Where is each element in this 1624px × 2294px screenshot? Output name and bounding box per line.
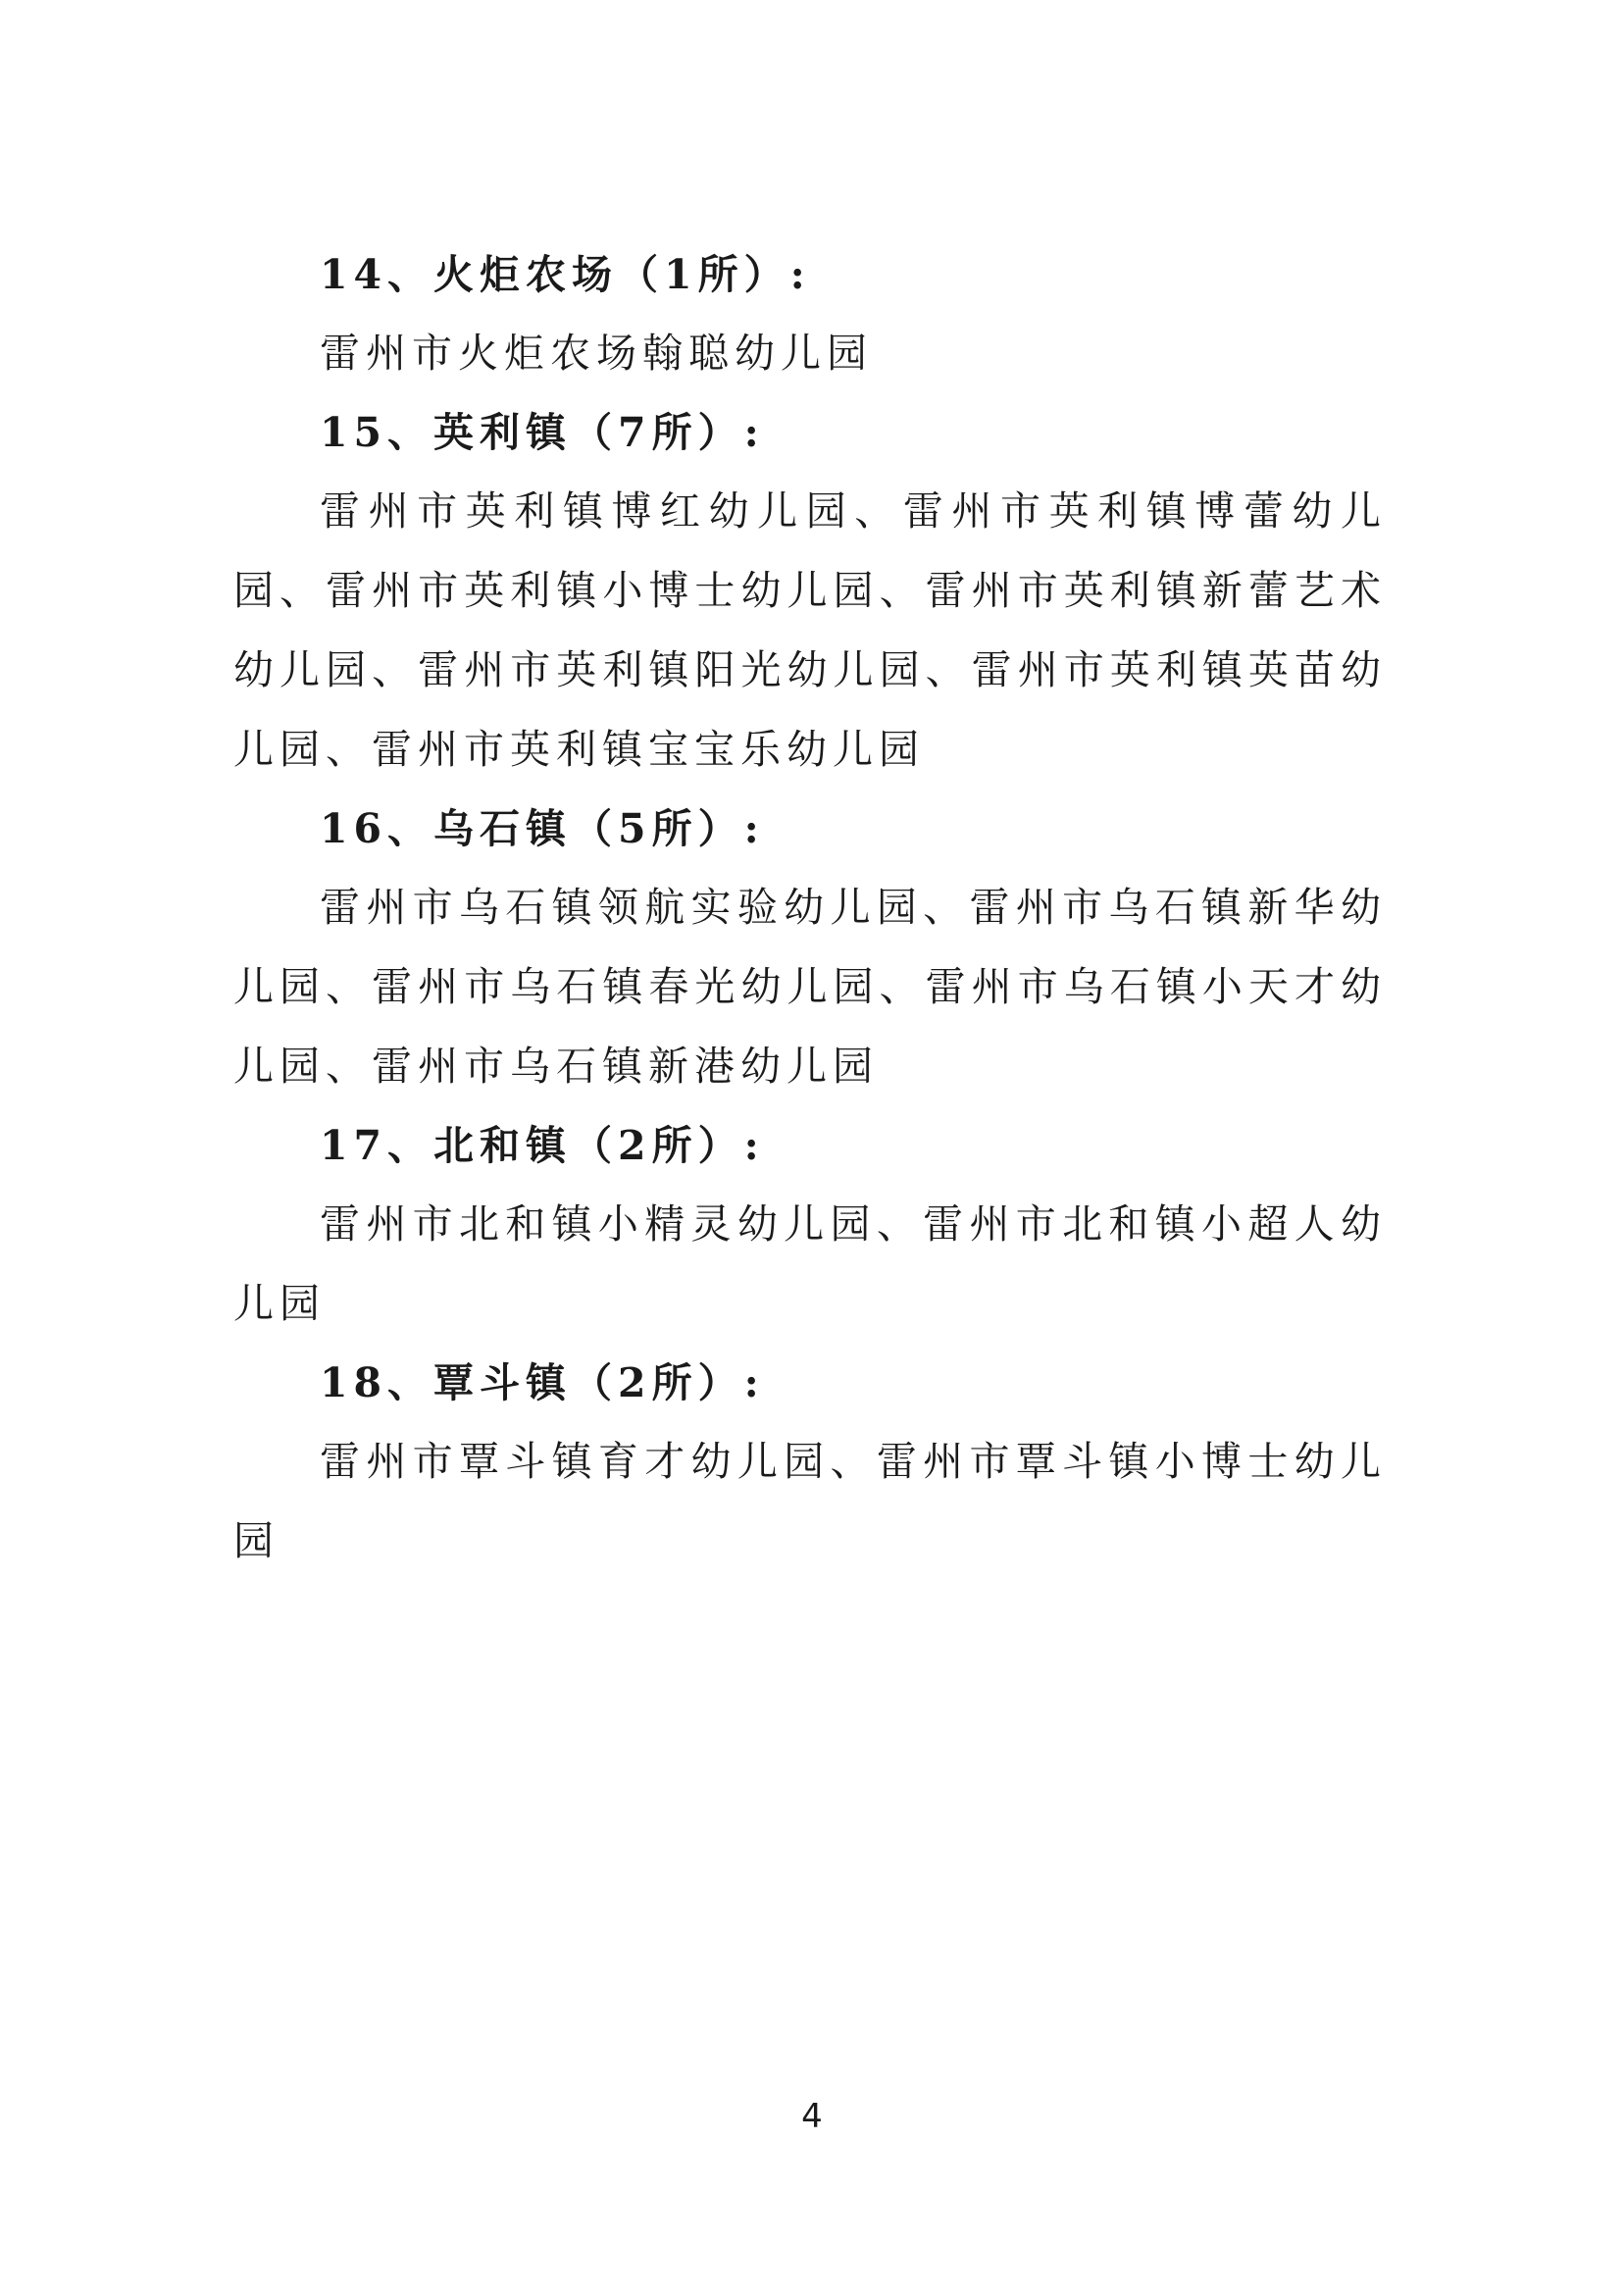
kindergarten-list: 雷州市英利镇博红幼儿园、雷州市英利镇博蕾幼儿园、雷州市英利镇小博士幼儿园、雷州市英利镇新蕾艺术幼儿园、雷州市英利镇阳光幼儿园、雷州市英利镇英苗幼儿园、雷州市英利镇宝宝乐幼儿园 (233, 487, 1387, 773)
section-tandou-town (233, 1344, 1387, 1581)
page-number: 4 (801, 2097, 823, 2136)
section-yingli-town (233, 393, 1387, 790)
section-wushi-town (233, 790, 1387, 1106)
section-huoju-farm (233, 235, 1387, 393)
section-beihe-town (233, 1106, 1387, 1344)
kindergarten-list: 雷州市覃斗镇育才幼儿园、雷州市覃斗镇小博士幼儿园 (233, 1438, 1387, 1564)
section-heading: 14、火炬农场（1所）: (320, 251, 811, 298)
kindergarten-list: 雷州市乌石镇领航实验幼儿园、雷州市乌石镇新华幼儿园、雷州市乌石镇春光幼儿园、雷州市乌石镇小天才幼儿园、雷州市乌石镇新港幼儿园 (233, 884, 1387, 1090)
section-heading: 15、英利镇（7所）: (320, 409, 765, 456)
kindergarten-list: 雷州市火炬农场翰聪幼儿园 (320, 330, 873, 377)
kindergarten-list: 雷州市北和镇小精灵幼儿园、雷州市北和镇小超人幼儿园 (233, 1200, 1387, 1327)
page-content (233, 235, 1387, 1581)
section-heading: 18、覃斗镇（2所）: (320, 1359, 765, 1406)
section-heading: 16、乌石镇（5所）: (320, 805, 765, 852)
section-heading: 17、北和镇（2所）: (320, 1122, 765, 1169)
